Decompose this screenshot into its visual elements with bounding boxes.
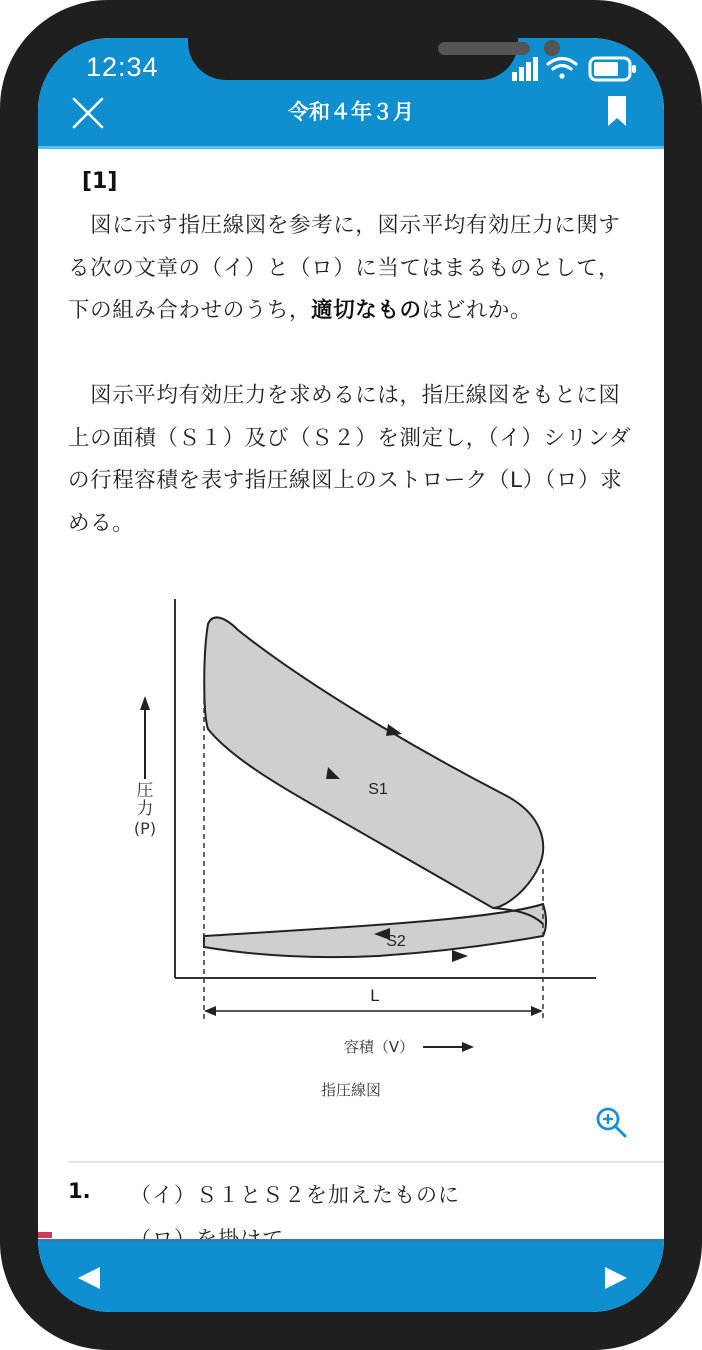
y-axis-label-1: 圧 <box>136 781 154 801</box>
area-label-s2: S2 <box>386 933 406 950</box>
app-header <box>38 38 664 146</box>
page-title: 令和４年３月 <box>288 100 414 124</box>
option-number: 1. <box>68 1179 91 1203</box>
prev-arrow-icon[interactable] <box>76 1265 102 1291</box>
volume-arrowhead <box>462 1042 474 1052</box>
bookmark-icon[interactable] <box>606 94 628 128</box>
y-axis-label-2: 力 <box>136 799 154 819</box>
next-arrow-icon[interactable] <box>603 1265 629 1291</box>
status-icons <box>506 54 652 84</box>
loop-s2 <box>204 904 546 957</box>
direction-arrow-4 <box>452 950 468 962</box>
question-emphasis: 適切なもの <box>311 298 422 323</box>
zoom-in-icon[interactable] <box>594 1105 628 1139</box>
x-axis-label: 容積（V） <box>343 1038 415 1056</box>
footer-line <box>38 1239 664 1242</box>
question-content <box>38 149 664 1239</box>
y-axis-label-3: (P) <box>133 819 157 838</box>
divider <box>68 1161 664 1163</box>
signal-icon <box>512 57 538 81</box>
question-text-1: 図に示す指圧線図を参考に，図示平均有効圧力に関する次の文章の（イ）と（ロ）に当てはまるものとして，下の組み合わせのうち， <box>68 213 621 323</box>
notch <box>188 38 518 80</box>
area-label-s1: S1 <box>368 781 388 798</box>
stroke-label: L <box>370 986 380 1005</box>
stroke-arrow-left <box>204 1006 216 1016</box>
direction-arrow-1 <box>386 724 402 736</box>
loop-s1 <box>204 617 543 908</box>
bottom-nav <box>38 1239 664 1312</box>
wifi-icon <box>548 59 576 79</box>
indicator-diagram <box>118 574 598 1074</box>
battery-icon <box>590 58 636 80</box>
question-text-1-end: はどれか。 <box>421 298 533 323</box>
progress-marker <box>38 1232 52 1238</box>
question-paragraph-1 <box>68 205 638 333</box>
screen <box>38 38 664 1312</box>
diagram-caption: 指圧線図 <box>320 1081 381 1099</box>
status-time: 12:34 <box>86 52 159 82</box>
question-paragraph-2: 図示平均有効圧力を求めるには，指圧線図をもとに図上の面積（Ｓ１）及び（Ｓ２）を測定し，（イ）シリンダの行程容積を表す指圧線図上のストローク（L）（ロ）求める。 <box>68 383 631 536</box>
pressure-arrowhead <box>140 696 150 710</box>
question-number: [1] <box>82 169 118 194</box>
option-line-1: （イ）Ｓ１とＳ２を加えたものに <box>130 1183 460 1207</box>
stroke-arrow-right <box>531 1006 543 1016</box>
